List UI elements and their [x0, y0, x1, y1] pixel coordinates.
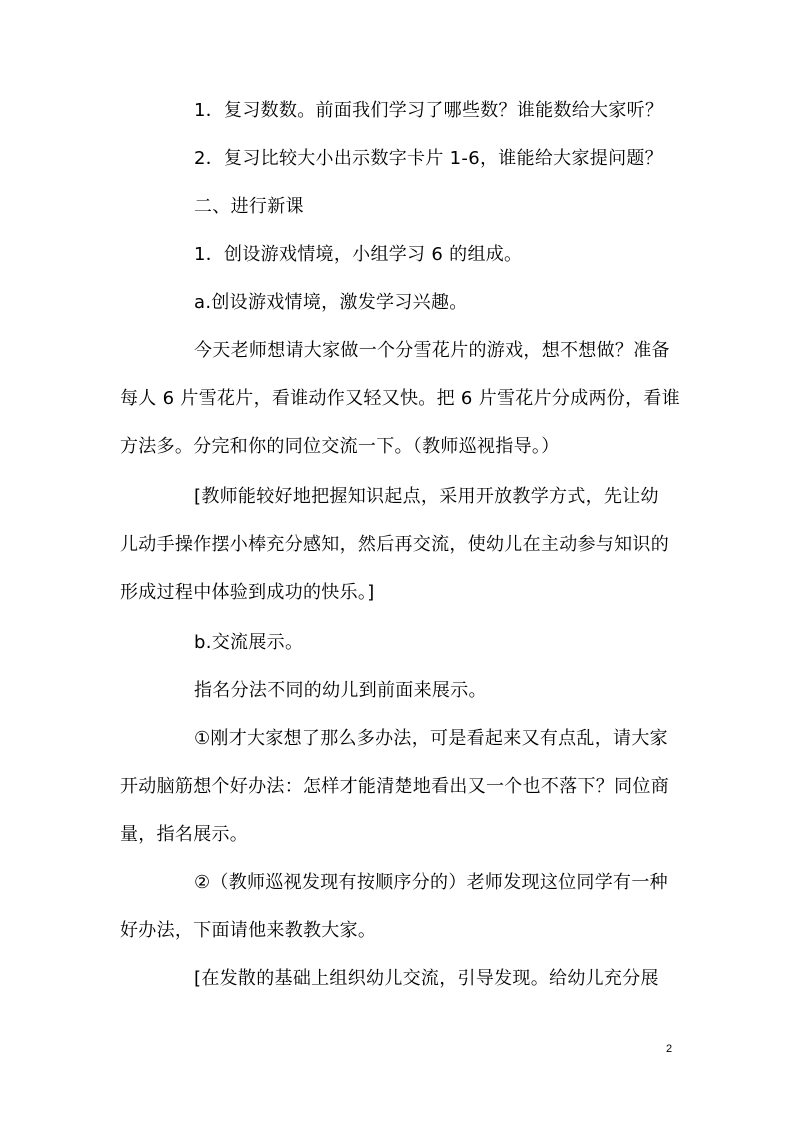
- section-heading: 二、进行新课: [194, 196, 304, 217]
- paragraph-line: 2．复习比较大小出示数字卡片 1-6，谁能给大家提问题？: [194, 148, 663, 169]
- paragraph-line: 1．复习数数。前面我们学习了哪些数？谁能数给大家听？: [194, 100, 664, 121]
- paragraph-line: 1．创设游戏情境，小组学习 6 的组成。: [194, 244, 523, 265]
- paragraph-line: 开动脑筋想个好办法：怎样才能清楚地看出又一个也不落下？同位商: [120, 776, 669, 797]
- paragraph-line: 指名分法不同的幼儿到前面来展示。: [194, 680, 487, 701]
- paragraph-line: 好办法，下面请他来教教大家。: [120, 920, 377, 941]
- paragraph-line: ①刚才大家想了那么多办法，可是看起来又有点乱，请大家: [194, 728, 668, 749]
- paragraph-line: [教师能较好地把握知识起点，采用开放教学方式，先让幼: [194, 486, 659, 507]
- paragraph-line: 方法多。分完和你的同位交流一下。（教师巡视指导。）: [120, 436, 560, 457]
- paragraph-line: 每人 6 片雪花片，看谁动作又轻又快。把 6 片雪花片分成两份，看谁: [120, 388, 680, 409]
- paragraph-line: 今天老师想请大家做一个分雪花片的游戏，想不想做？准备: [194, 340, 670, 361]
- paragraph-line: ②（教师巡视发现有按顺序分的）老师发现这位同学有一种: [194, 872, 668, 893]
- paragraph-line: b.交流展示。: [194, 632, 304, 653]
- paragraph-line: 儿动手操作摆小棒充分感知，然后再交流，使幼儿在主动参与知识的: [120, 534, 669, 555]
- paragraph-line: 形成过程中体验到成功的快乐。]: [120, 582, 375, 603]
- paragraph-line: [在发散的基础上组织幼儿交流，引导发现。给幼儿充分展: [194, 968, 659, 989]
- paragraph-line: a.创设游戏情境，激发学习兴趣。: [194, 292, 468, 313]
- paragraph-line: 量，指名展示。: [120, 824, 249, 845]
- page-number: 2: [666, 1043, 673, 1055]
